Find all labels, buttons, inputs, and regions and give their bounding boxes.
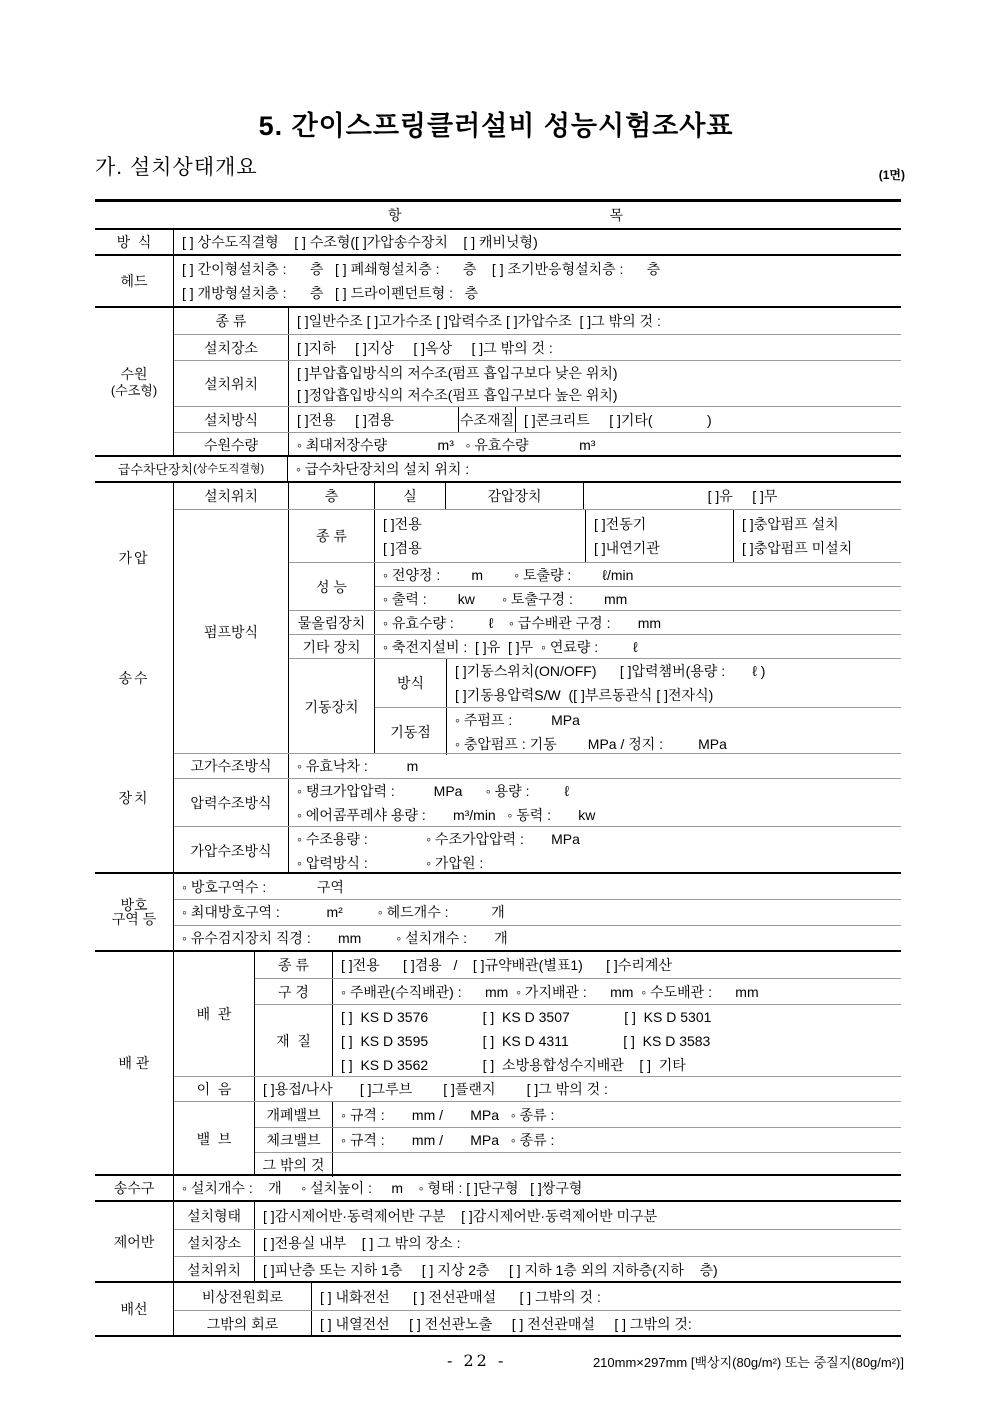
pump-seong-label: 성 능 [316, 578, 347, 595]
gaap-pump-row [174, 509, 901, 753]
pipe-gu-label: 구 경 [278, 983, 309, 1000]
gaap-label [95, 483, 173, 872]
wiring-gita-label: 그밖의 회로 [206, 1316, 279, 1332]
pipe-gu-values: ◦ 주배관(수직배관) : mm ◦ 가지배관 : mm ◦ 수도배관 : mm [332, 979, 901, 1004]
gupsu-location: ◦ 급수차단장치의 설치 위치 : [287, 457, 901, 481]
bangho-label-line1: 방호 [120, 897, 148, 913]
gaap-rows [173, 483, 901, 872]
bangho-row2: ◦ 최대방호구역 : m² ◦ 헤드개수 : 개 [174, 899, 901, 924]
row-songsugu [95, 1174, 901, 1200]
pipe-ieum-options: [ ]용접/나사 [ ]그루브 [ ]플랜지 [ ]그 밖의 것 : [254, 1077, 901, 1101]
apryeok-line1: ◦ 탱크가압압력 : MPa ◦ 용량 : ℓ [297, 782, 570, 799]
goga-label: 고가수조방식 [190, 758, 272, 774]
pump-seong-line2: ◦ 출력 : kw ◦ 토출구경 : mm [375, 586, 901, 610]
pipe-jong-options: [ ]전용 [ ]겸용 / [ ]규약배관(별표1) [ ]수리계산 [332, 952, 901, 978]
panel-jangso-label: 설치장소 [186, 1235, 242, 1251]
suwon-jong-row [174, 308, 901, 334]
panel-wichi-label: 설치위치 [186, 1262, 242, 1278]
gaap-wichi-floor: 층 [288, 483, 374, 509]
valve-che-values: ◦ 규격 : mm / MPa ◦ 종류 : [332, 1128, 901, 1152]
suwon-wichi-line2: [ ]정압흡입방식의 저수조(펌프 흡입구보다 높은 위치) [297, 386, 618, 403]
valve-etc-label: 그 밖의 것 [262, 1157, 325, 1173]
gaap-apryeok-row [174, 778, 901, 826]
pipe-gu-row [255, 978, 901, 1004]
panel-rows [173, 1202, 901, 1281]
pipe-label: 배 관 [118, 1055, 150, 1071]
gaap-wichi-room: 실 [374, 483, 445, 509]
gaap-gamap-options: [ ]유 [ ]무 [583, 483, 901, 509]
page-title: 5. 간이스프링클러설비 성능시험조사표 [258, 111, 734, 141]
gidong-bangsik-line2: [ ]기동용압력S/W ([ ]부르동관식 [ ]전자식) [455, 687, 714, 703]
suwon-jangso-label: 설치장소 [203, 339, 259, 356]
panel-wichi-options: [ ]피난층 또는 지하 1층 [ ] 지상 2층 [ ] 지하 1층 외의 지하층(지하 층) [254, 1257, 901, 1283]
head-line-2: [ ] 개방형설치층 : 층 [ ] 드라이펜던트형 : 층 [182, 285, 479, 301]
suwon-rows [173, 308, 901, 455]
bangho-row3: ◦ 유수검지장치 직경 : mm ◦ 설치개수 : 개 [174, 925, 901, 950]
gaap-wichi-label: 설치위치 [203, 488, 259, 504]
header-mok: 목 [609, 207, 624, 223]
suwon-label-line1: 수원 [120, 365, 148, 382]
pipe-inner-label: 배 관 [196, 1006, 232, 1022]
gidong-jeom-row [375, 707, 901, 755]
bangsik-label: 방 식 [116, 234, 152, 250]
section-pipe [95, 950, 901, 1174]
pipe-ieum-row [174, 1076, 901, 1101]
header-hang: 항 [388, 207, 402, 223]
head-options [173, 256, 901, 306]
gupsu-label-sub: (상수도직결형) [193, 462, 265, 475]
apryeok-line2: ◦ 에어콤푸레샤 용량 : m³/min ◦ 동력 : kw [297, 806, 596, 823]
head-line-1: [ ] 간이형설치층 : 층 [ ] 폐쇄형설치층 : 층 [ ] 조기반응형설치층 : 층 [182, 261, 661, 277]
pump-gita-row [289, 634, 901, 658]
suwon-bangsik-options: [ ]전용 [ ]겸용 [288, 407, 458, 432]
panel-hyeongtae-label: 설치형태 [186, 1207, 242, 1224]
pump-jong-col-b [585, 510, 733, 562]
valve-label: 밸 브 [196, 1131, 232, 1147]
gaapsu-line2: ◦ 압력방식 : ◦ 가압원 : [297, 854, 484, 871]
pump-gidong-rows [374, 659, 901, 754]
suwon-suryang-row [174, 432, 901, 457]
pump-jong-a2: [ ]겸용 [383, 540, 422, 556]
pump-jong-col-c [733, 510, 901, 562]
gidong-bangsik-line1: [ ]기동스위치(ON/OFF) [ ]압력챔버(용량 : ℓ ) [455, 663, 766, 679]
page-note: (1면) [878, 168, 905, 182]
gidong-bangsik-row [375, 659, 901, 707]
pump-gidong-row [289, 658, 901, 754]
gaap-label-line2: 송수 [118, 669, 150, 686]
pipe-rows [173, 952, 901, 1174]
gupsu-label-main: 급수차단장치 [117, 461, 194, 477]
panel-label: 제어반 [113, 1233, 155, 1250]
pump-jong-b1: [ ]전동기 [594, 516, 647, 532]
gidong-jeom-label: 기동점 [390, 723, 431, 740]
pump-seong-row [289, 562, 901, 610]
gidong-jeom-line2: ◦ 충압펌프 : 기동 MPa / 정지 : MPa [455, 735, 727, 752]
panel-wichi-row [174, 1256, 901, 1283]
pump-mulolim-values: ◦ 유효수량 : ℓ ◦ 급수배관 구경 : mm [374, 611, 901, 634]
wiring-gita-row [174, 1310, 901, 1337]
suwon-jangso-options: [ ]지하 [ ]지상 [ ]옥상 [ ]그 밖의 것 : [288, 335, 901, 360]
valve-gae-label: 개폐밸브 [266, 1106, 321, 1123]
row-bangsik [95, 228, 901, 254]
section-suwon [95, 306, 901, 455]
section-panel [95, 1200, 901, 1281]
valve-gae-values: ◦ 규격 : mm / MPa ◦ 종류 : [332, 1102, 901, 1127]
gupsu-label [95, 457, 287, 481]
gaap-label-line1: 가압 [118, 549, 150, 566]
gaap-goga-row [174, 753, 901, 778]
section-bangho [95, 872, 901, 950]
table-header-row [95, 202, 901, 228]
bangho-row1: ◦ 방호구역수 : 구역 [182, 878, 344, 895]
wiring-bisang-label: 비상전원회로 [201, 1288, 284, 1305]
pump-jong-col-a [375, 510, 585, 562]
panel-jangso-row [174, 1229, 901, 1256]
pump-jong-b2: [ ]내연기관 [594, 540, 660, 556]
suwon-jangso-row [174, 334, 901, 360]
pump-jong-label: 종 류 [316, 528, 347, 544]
suwon-bangsik-row [174, 406, 901, 432]
suwon-bangsik-label: 설치방식 [203, 411, 259, 428]
pump-rows [288, 510, 901, 753]
pipe-jae-options [332, 1005, 901, 1076]
pump-label: 펌프방식 [203, 623, 259, 640]
pump-jong-c1: [ ]충압펌프 설치 [742, 516, 839, 532]
pump-jong-a1: [ ]전용 [383, 516, 422, 532]
suwon-wichi-row [174, 360, 901, 406]
pipe-jae-label: 재 질 [276, 1032, 311, 1049]
gaap-gamap-label: 감압장치 [445, 483, 583, 509]
head-label: 헤드 [120, 273, 148, 289]
valve-etc-values [332, 1153, 901, 1177]
suwon-label [95, 308, 173, 455]
survey-table [95, 199, 901, 1337]
pipe-jong-label: 종 류 [278, 957, 309, 973]
apryeok-label: 압력수조방식 [190, 794, 272, 811]
pump-gita-label: 기타 장치 [302, 638, 361, 655]
suwon-jong-label: 종 류 [215, 313, 247, 329]
pump-seong-lines [374, 563, 901, 610]
gidong-bangsik-options [446, 659, 901, 707]
footer-paper-spec: 210mm×297mm [백상지(80g/m²) 또는 중질지(80g/m²)] [592, 1355, 904, 1370]
gaap-wichi-row [174, 483, 901, 509]
gidong-jeom-line1: ◦ 주펌프 : MPa [455, 711, 580, 728]
suwon-wichi-options [288, 361, 901, 406]
gaapsu-values [288, 827, 901, 874]
bangsik-options: [ ] 상수도직결형 [ ] 수조형([ ]가압송수장치 [ ] 캐비닛형) [173, 230, 901, 254]
gaapsu-label: 가압수조방식 [190, 842, 272, 859]
pump-mulolim-label: 물올림장치 [297, 614, 366, 631]
pipe-jae-line3: [ ] KS D 3562 [ ] 소방용합성수지배관 [ ] 기타 [341, 1056, 686, 1073]
panel-jangso-options: [ ]전용실 내부 [ ] 그 밖의 장소 : [254, 1230, 901, 1256]
gidong-bangsik-label: 방식 [396, 675, 425, 691]
pipe-pipe-row [174, 952, 901, 1076]
section-heading: 가. 설치상태개요 [95, 156, 258, 179]
pipe-jae-line2: [ ] KS D 3595 [ ] KS D 4311 [ ] KS D 3583 [341, 1032, 711, 1049]
pump-seong-line1: ◦ 전양정 : m ◦ 토출량 : ℓ/min [383, 566, 634, 583]
pipe-jae-line1: [ ] KS D 3576 [ ] KS D 3507 [ ] KS D 5301 [341, 1008, 712, 1025]
header-cell [95, 202, 901, 228]
pump-gidong-label: 기동장치 [304, 698, 359, 715]
pipe-jae-row [255, 1004, 901, 1076]
valve-etc-row [255, 1152, 901, 1177]
pump-jong-c2: [ ]충압펌프 미설치 [742, 540, 853, 556]
songsugu-label: 송수구 [113, 1180, 155, 1196]
suwon-label-line2: (수조형) [110, 382, 158, 398]
wiring-bisang-row [174, 1283, 901, 1310]
valve-che-label: 체크밸브 [266, 1132, 321, 1148]
pipe-inner-rows [254, 952, 901, 1076]
section-wiring [95, 1281, 901, 1335]
valve-gae-row [255, 1102, 901, 1127]
suwon-wichi-label: 설치위치 [203, 375, 259, 392]
valve-rows [254, 1102, 901, 1176]
wiring-label: 배선 [120, 1301, 148, 1317]
panel-hyeongtae-options: [ ]감시제어반·동력제어반 구분 [ ]감시제어반·동력제어반 미구분 [254, 1202, 901, 1229]
suwon-suryang-label: 수원수량 [203, 437, 259, 453]
valve-che-row [255, 1127, 901, 1152]
bangho-rows [173, 874, 901, 950]
suwon-tank-material-options: [ ]콘크리트 [ ]기타( ) [515, 407, 901, 432]
apryeok-values [288, 779, 901, 826]
section-gaap [95, 481, 901, 872]
row-head [95, 254, 901, 306]
pump-gita-values: ◦ 축전지설비 : [ ]유 [ ]무 ◦ 연료량 : ℓ [374, 635, 901, 658]
pump-jong-row [289, 510, 901, 562]
goga-values: ◦ 유효낙차 : m [288, 754, 901, 778]
pipe-jong-row [255, 952, 901, 978]
pump-mulolim-row [289, 610, 901, 634]
wiring-bisang-options: [ ] 내화전선 [ ] 전선관매설 [ ] 그밖의 것 : [311, 1283, 901, 1310]
bangho-label [95, 874, 173, 950]
pump-jong-cells [374, 510, 901, 562]
gaap-label-line3: 장치 [118, 789, 150, 806]
pipe-valve-row [174, 1101, 901, 1176]
panel-hyeongtae-row [174, 1202, 901, 1229]
wiring-gita-options: [ ] 내열전선 [ ] 전선관노출 [ ] 전선관매설 [ ] 그밖의 것: [311, 1311, 901, 1337]
footer-page-number: - 22 - [447, 1351, 507, 1370]
row-gupsu [95, 455, 901, 481]
suwon-suryang-values: ◦ 최대저장수량 m³ ◦ 유효수량 m³ [288, 433, 901, 457]
suwon-wichi-line1: [ ]부압흡입방식의 저수조(펌프 흡입구보다 낮은 위치) [297, 364, 618, 381]
suwon-tank-material-label: 수조재질 [458, 407, 515, 432]
pipe-ieum-label: 이 음 [196, 1081, 232, 1097]
gaap-gaapsu-row [174, 826, 901, 874]
bangho-label-line2: 구역 등 [111, 911, 157, 927]
gaapsu-line1: ◦ 수조용량 : ◦ 수조가압압력 : MPa [297, 830, 580, 847]
gidong-jeom-values [446, 708, 901, 755]
wiring-rows [173, 1283, 901, 1335]
suwon-jong-options: [ ]일반수조 [ ]고가수조 [ ]압력수조 [ ]가압수조 [ ]그 밖의 것 : [288, 308, 901, 334]
songsugu-values: ◦ 설치개수 : 개 ◦ 설치높이 : m ◦ 형태 : [ ]단구형 [ ]쌍구형 [173, 1176, 901, 1200]
